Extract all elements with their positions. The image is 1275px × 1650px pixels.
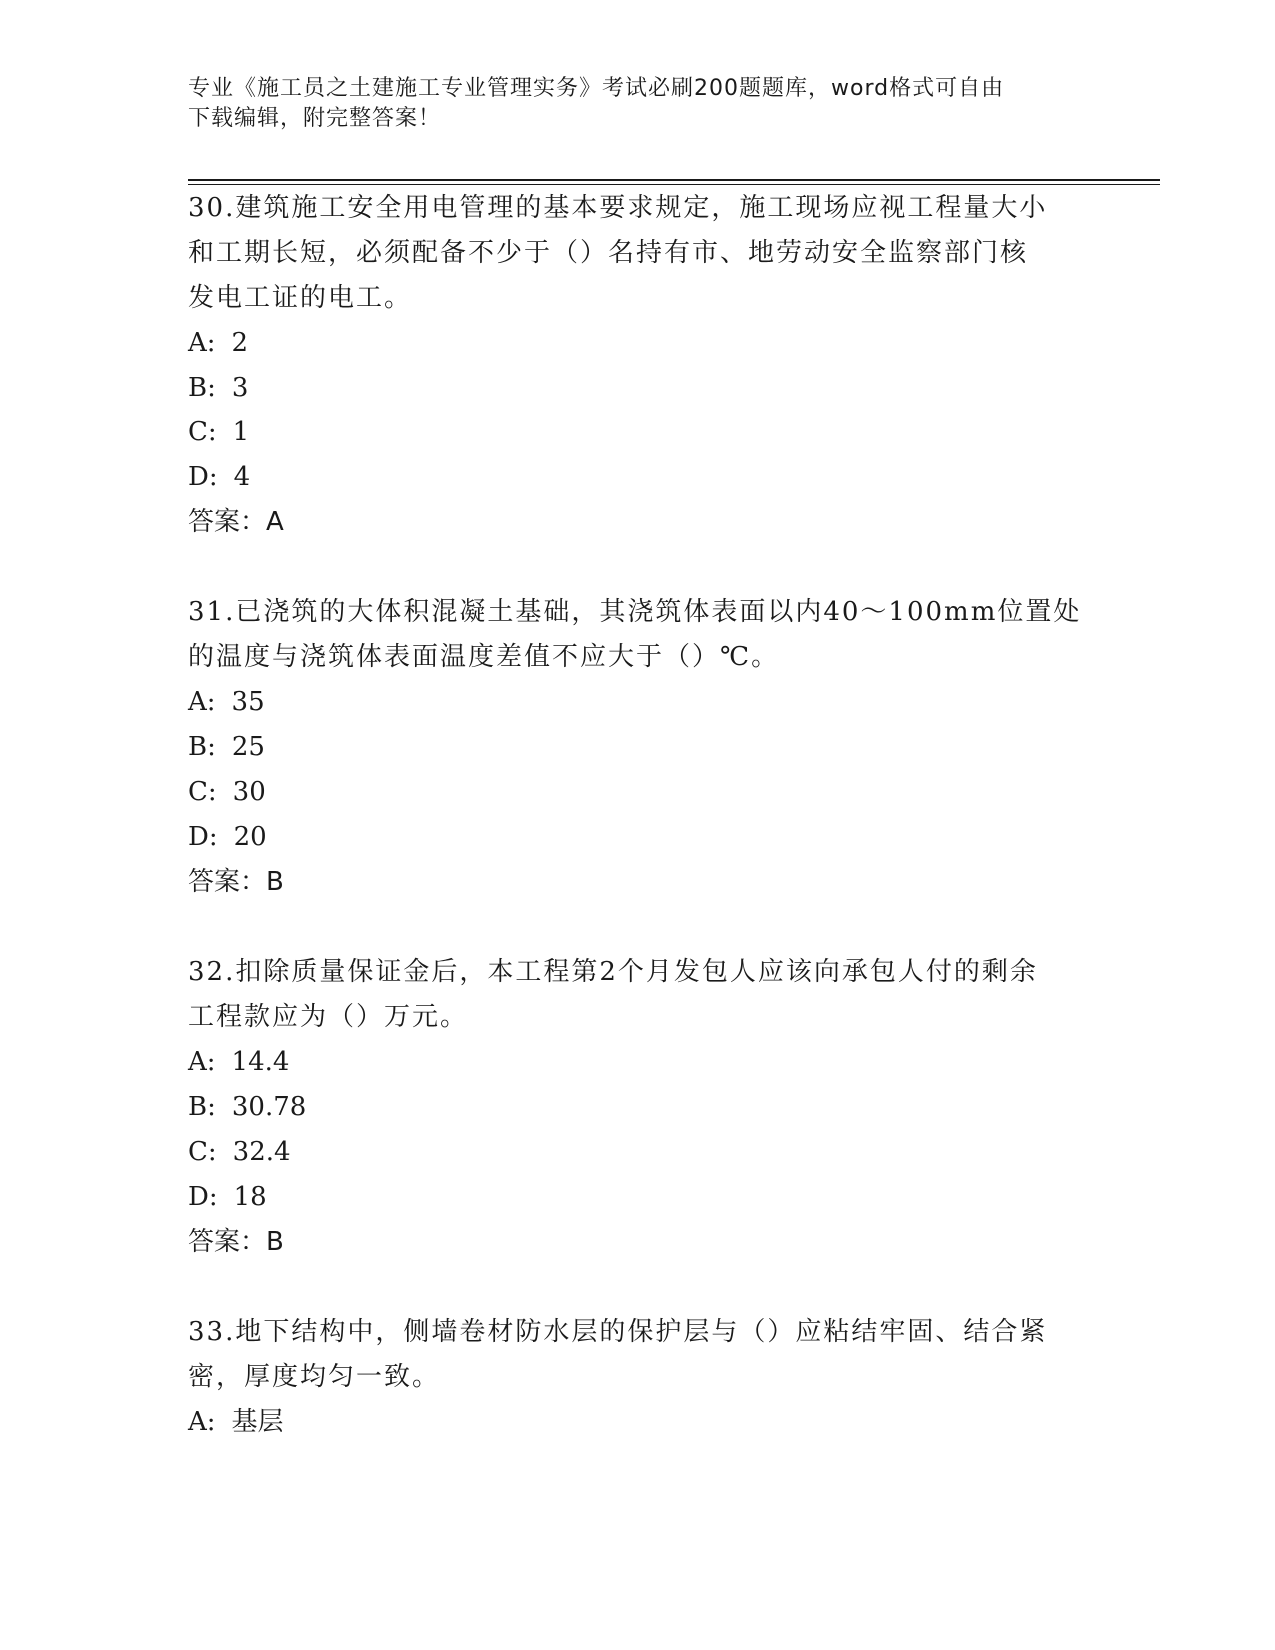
option-value: 35 bbox=[231, 687, 265, 717]
option-value: 基层 bbox=[231, 1407, 284, 1437]
option-value: 25 bbox=[231, 732, 265, 762]
header-divider-thin bbox=[188, 184, 1160, 185]
option-c bbox=[188, 1135, 291, 1169]
option-label: D: bbox=[188, 822, 218, 852]
option-value: 1 bbox=[232, 417, 250, 447]
question-text-line: 31.已浇筑的大体积混凝土基础，其浇筑体表面以内40～100mm位置处 bbox=[188, 597, 1082, 627]
option-label: C: bbox=[188, 777, 217, 807]
option-label: A: bbox=[188, 1047, 216, 1077]
answer: 答案：A bbox=[188, 507, 284, 537]
option-a bbox=[188, 326, 248, 360]
option-label: A: bbox=[188, 687, 216, 717]
question-text-line: 发电工证的电工。 bbox=[188, 283, 413, 313]
option-b bbox=[188, 1090, 306, 1124]
option-b bbox=[188, 730, 265, 764]
question-text-line: 密，厚度均匀一致。 bbox=[188, 1362, 441, 1392]
header-divider-thick bbox=[188, 179, 1160, 181]
option-label: A: bbox=[188, 328, 216, 358]
answer: 答案：B bbox=[188, 1227, 284, 1257]
option-a bbox=[188, 685, 265, 719]
option-value: 14.4 bbox=[231, 1047, 290, 1077]
header-line-2: 下载编辑，附完整答案！ bbox=[188, 106, 442, 131]
option-d bbox=[188, 1180, 267, 1214]
question-text-line: 的温度与浇筑体表面温度差值不应大于（）℃。 bbox=[188, 642, 780, 672]
option-value: 4 bbox=[233, 462, 251, 492]
option-value: 18 bbox=[233, 1182, 267, 1212]
question-text-line: 33.地下结构中，侧墙卷材防水层的保护层与（）应粘结牢固、结合紧 bbox=[188, 1317, 1048, 1347]
answer: 答案：B bbox=[188, 867, 284, 897]
option-label: B: bbox=[188, 1092, 216, 1122]
option-label: D: bbox=[188, 1182, 218, 1212]
option-label: D: bbox=[188, 462, 218, 492]
option-c bbox=[188, 415, 249, 449]
option-label: B: bbox=[188, 732, 216, 762]
option-value: 3 bbox=[231, 373, 249, 403]
option-c bbox=[188, 775, 266, 809]
option-label: A: bbox=[188, 1407, 216, 1437]
question-text-line: 工程款应为（）万元。 bbox=[188, 1002, 469, 1032]
option-value: 32.4 bbox=[232, 1137, 291, 1167]
option-label: C: bbox=[188, 1137, 217, 1167]
option-a bbox=[188, 1405, 284, 1439]
option-d bbox=[188, 820, 267, 854]
option-a bbox=[188, 1045, 289, 1079]
option-d bbox=[188, 460, 250, 494]
question-text-line: 32.扣除质量保证金后，本工程第2个月发包人应该向承包人付的剩余 bbox=[188, 957, 1038, 987]
option-b bbox=[188, 371, 248, 405]
option-label: C: bbox=[188, 417, 217, 447]
option-value: 30.78 bbox=[231, 1092, 307, 1122]
option-label: B: bbox=[188, 373, 216, 403]
option-value: 20 bbox=[233, 822, 267, 852]
question-text-line: 30.建筑施工安全用电管理的基本要求规定，施工现场应视工程量大小 bbox=[188, 193, 1048, 223]
question-text-line: 和工期长短，必须配备不少于（）名持有市、地劳动安全监察部门核 bbox=[188, 238, 1029, 268]
option-value: 2 bbox=[231, 328, 249, 358]
option-value: 30 bbox=[232, 777, 266, 807]
header-line-1: 专业《施工员之土建施工专业管理实务》考试必刷200题题库，word格式可自由 bbox=[188, 76, 1005, 101]
